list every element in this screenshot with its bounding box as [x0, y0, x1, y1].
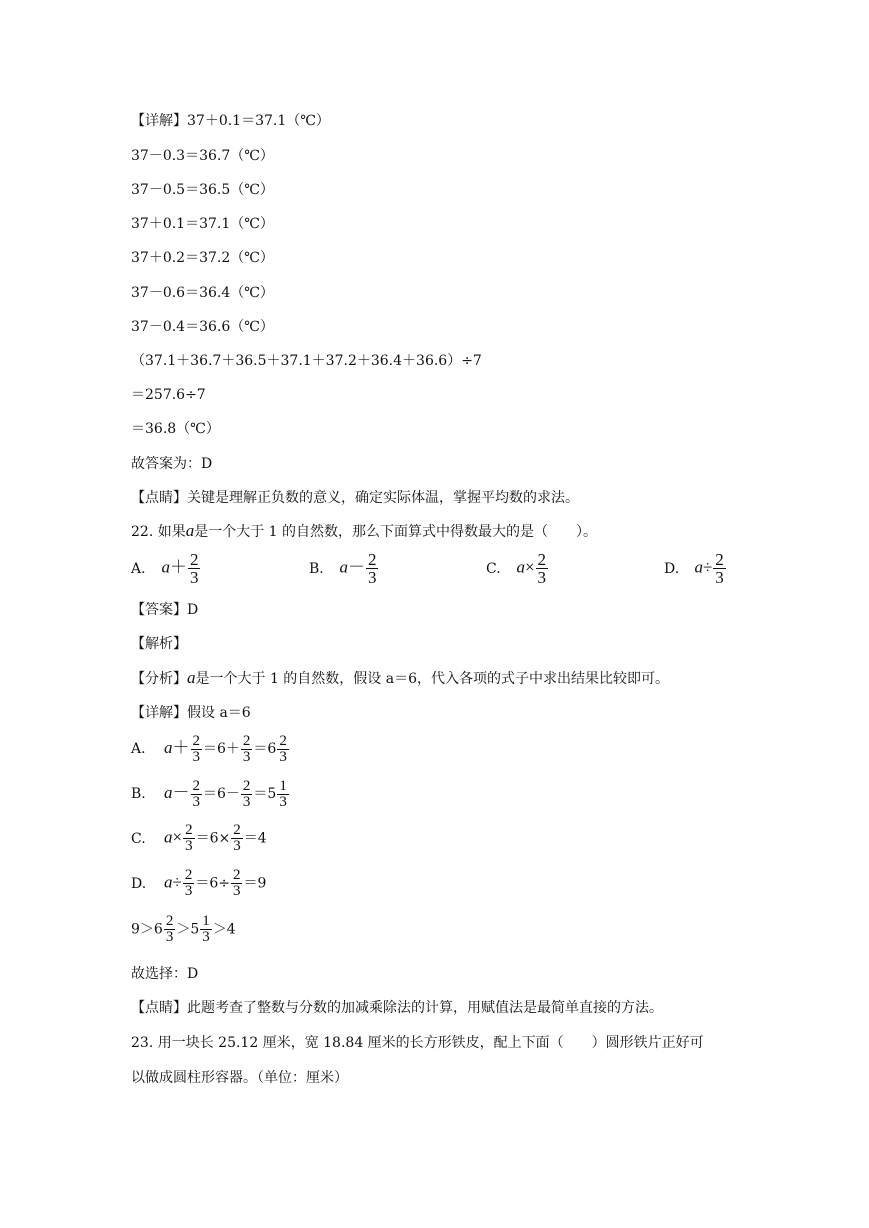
fraction: $\frac{2}{3}$ — [189, 550, 199, 587]
variable-a: a — [185, 521, 195, 540]
answer-label: 【答案】D — [131, 602, 199, 618]
calc-line-6: 37－0.6＝36.4（℃） — [131, 285, 274, 301]
option-a[interactable]: A. a＋ $\frac{2}{3}$ — [131, 550, 199, 587]
question-22-text: 是一个大于 1 的自然数，那么下面算式中得数最大的是（ ）。 — [194, 524, 598, 540]
question-22-number: 22. 如果 — [131, 524, 186, 540]
option-d[interactable]: D. a÷ $\frac{2}{3}$ — [664, 550, 724, 587]
calc-line-2: 37－0.3＝36.7（℃） — [131, 148, 274, 164]
question-23-line-1: 23. 用一块长 25.12 厘米，宽 18.84 厘米的长方形铁皮，配上下面（ ）圆形铁片正好可 — [131, 1035, 704, 1051]
calc-line-7: 37－0.4＝36.6（℃） — [131, 319, 274, 335]
jiexi-label: 【解析】 — [131, 636, 187, 652]
sum-line: （37.1＋36.7＋36.5＋37.1＋37.2＋36.4＋36.6）÷7 — [131, 353, 482, 369]
fenxi-line: 【分析】a是一个大于 1 的自然数，假设 a＝6，代入各项的式子中求出结果比较即可。 — [131, 668, 670, 687]
question-22 — [131, 522, 597, 541]
fraction: $\frac{2}{3}$ — [367, 550, 377, 587]
answer-line: 故答案为：D — [131, 456, 213, 472]
calc-line-3: 37－0.5＝36.5（℃） — [131, 182, 274, 198]
comparison-row: 9＞6 $\frac{2}{3}$ ＞5 $\frac{1}{3}$ ＞4 — [131, 913, 236, 945]
xiangjie-line-1: 【详解】37＋0.1＝37.1（℃） — [131, 113, 330, 129]
average-line: ＝36.8（℃） — [131, 421, 220, 437]
calc-row-c: C. a× $\frac{2}{3}$ ＝6× $\frac{2}{3}$ ＝4 — [131, 822, 267, 854]
calc-row-b: B. a－ $\frac{2}{3}$ ＝6－ $\frac{2}{3}$ ＝5 $\frac{1}{3}$ — [131, 777, 287, 810]
choice-line: 故选择：D — [131, 966, 199, 982]
dianjing-22-line: 【点睛】此题考查了整数与分数的加减乘除法的计算，用赋值法是最简单直接的方法。 — [131, 1000, 663, 1016]
dianjing-line: 【点睛】关键是理解正负数的意义，确定实际体温，掌握平均数的求法。 — [131, 490, 579, 506]
xiangjie-assume-line: 【详解】假设 a＝6 — [131, 705, 251, 721]
option-b[interactable]: B. a－ $\frac{2}{3}$ — [309, 550, 377, 587]
question-23-line-2: 以做成圆柱形容器。（单位：厘米） — [131, 1070, 348, 1086]
calc-row-d: D. a÷ $\frac{2}{3}$ ＝6÷ $\frac{2}{3}$ ＝9 — [131, 867, 267, 899]
fraction: $\frac{2}{3}$ — [715, 550, 724, 587]
sum-result-line: ＝257.6÷7 — [131, 387, 206, 403]
option-c[interactable]: C. a× $\frac{2}{3}$ — [486, 550, 547, 587]
calc-line-5: 37＋0.2＝37.2（℃） — [131, 250, 274, 266]
fraction: $\frac{2}{3}$ — [537, 550, 547, 587]
calc-line-4: 37＋0.1＝37.1（℃） — [131, 216, 274, 232]
calc-row-a: A. a＋ $\frac{2}{3}$ ＝6＋ $\frac{2}{3}$ ＝6 $\frac{2}{3}$ — [131, 732, 287, 765]
